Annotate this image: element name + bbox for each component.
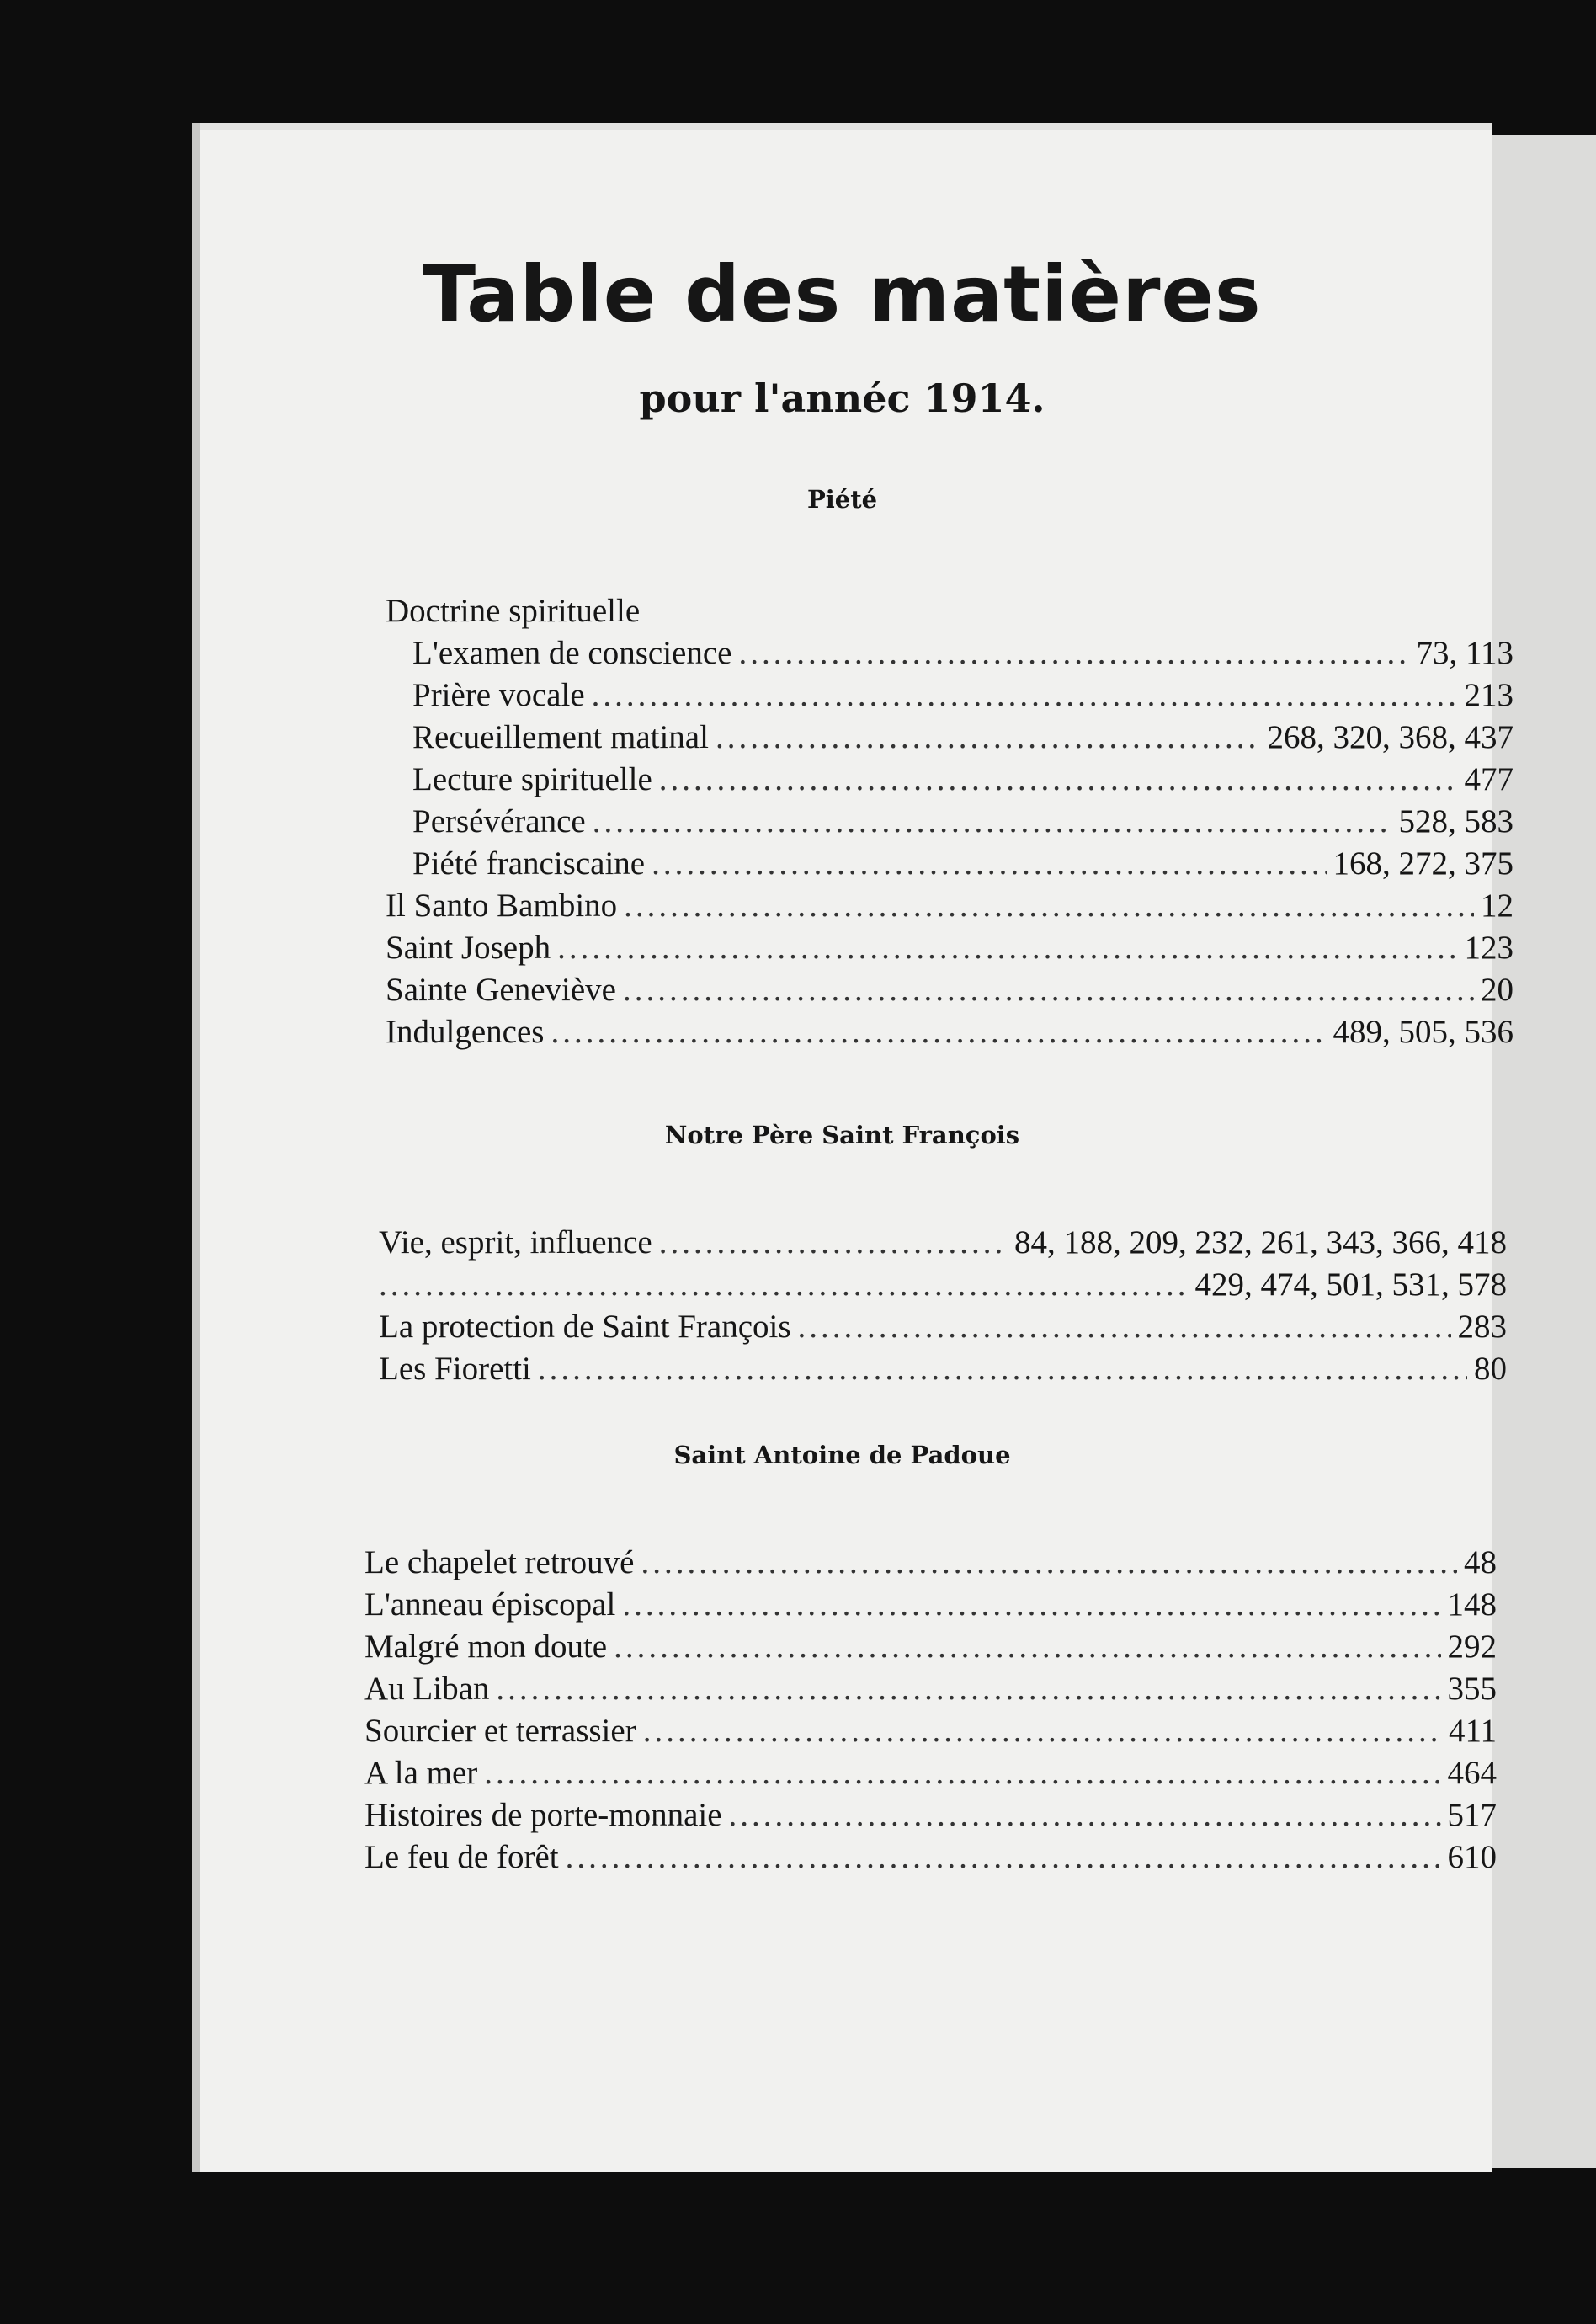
dot-leader xyxy=(538,1348,1467,1390)
toc-entry-pages: 464 xyxy=(1447,1755,1497,1791)
toc-entry-pages: 12 xyxy=(1481,887,1514,924)
toc-entry xyxy=(386,927,1514,969)
dot-leader xyxy=(716,717,1261,759)
page-title: Table des matières xyxy=(423,249,1262,339)
toc-entry xyxy=(386,759,1514,801)
toc-entry-pages: 80 xyxy=(1474,1351,1507,1387)
toc-entry-label: Sainte Geneviève xyxy=(386,972,616,1008)
toc-entry-pages: 517 xyxy=(1447,1797,1497,1833)
toc-entry xyxy=(364,1710,1497,1752)
dot-leader xyxy=(484,1752,1440,1794)
toc-entry-label: La protection de Saint François xyxy=(379,1309,791,1345)
toc-entry xyxy=(386,590,1514,632)
toc-entry xyxy=(386,674,1514,717)
toc-entry-pages: 168, 272, 375 xyxy=(1333,845,1514,882)
toc-entry xyxy=(364,1668,1497,1710)
toc-entry-label: A la mer xyxy=(364,1755,478,1791)
toc-entry-label: Le chapelet retrouvé xyxy=(364,1544,635,1580)
toc-entry-label: Malgré mon doute xyxy=(364,1628,608,1665)
dot-leader xyxy=(551,1011,1326,1053)
dot-leader xyxy=(623,969,1474,1011)
toc-entry-label: Persévérance xyxy=(412,803,586,840)
section-heading-piete: Piété xyxy=(806,485,878,514)
dot-leader xyxy=(739,632,1410,674)
toc-entry xyxy=(364,1626,1497,1668)
toc-entry xyxy=(386,632,1514,674)
toc-entry-label: Doctrine spirituelle xyxy=(386,593,641,629)
page-subtitle: pour l'annéc 1914. xyxy=(639,376,1045,421)
toc-entry xyxy=(386,843,1514,885)
dot-leader xyxy=(643,1710,1442,1752)
toc-entry-label: L'examen de conscience xyxy=(412,635,732,671)
toc-entry-label: Indulgences xyxy=(386,1014,545,1050)
toc-entry-pages: 20 xyxy=(1481,972,1514,1008)
toc-entry-label: Vie, esprit, influence xyxy=(379,1224,652,1261)
toc-entry xyxy=(379,1306,1507,1348)
dot-leader xyxy=(652,843,1326,885)
toc-entry-pages: 213 xyxy=(1464,677,1514,713)
toc-entry-pages: 292 xyxy=(1447,1628,1497,1665)
toc-entry xyxy=(364,1836,1497,1879)
toc-entry-pages: 268, 320, 368, 437 xyxy=(1267,719,1514,755)
toc-entry-pages: 528, 583 xyxy=(1398,803,1514,840)
toc-list-piete xyxy=(386,590,1514,1053)
dot-leader xyxy=(593,801,1392,843)
toc-entry-pages: 477 xyxy=(1464,761,1514,797)
adjacent-page xyxy=(1492,135,1596,2168)
toc-entry-pages: 84, 188, 209, 232, 261, 343, 366, 418 xyxy=(1014,1224,1507,1261)
toc-entry xyxy=(379,1348,1507,1390)
dot-leader xyxy=(729,1794,1441,1836)
toc-entry-label: Lecture spirituelle xyxy=(412,761,652,797)
toc-entry-label: Histoires de porte-monnaie xyxy=(364,1797,722,1833)
toc-entry xyxy=(379,1222,1507,1264)
toc-entry xyxy=(386,969,1514,1011)
dot-leader xyxy=(659,1222,1008,1264)
section-heading-saint-francois: Notre Père Saint François xyxy=(664,1121,1020,1149)
section-heading-saint-antoine: Saint Antoine de Padoue xyxy=(673,1441,1011,1469)
toc-entry-label: Les Fioretti xyxy=(379,1351,531,1387)
dot-leader xyxy=(592,674,1458,717)
toc-list-saint-francois xyxy=(379,1222,1507,1390)
toc-entry-pages: 355 xyxy=(1447,1671,1497,1707)
toc-entry xyxy=(386,885,1514,927)
toc-entry xyxy=(364,1752,1497,1794)
dot-leader xyxy=(496,1668,1440,1710)
toc-entry-pages: 123 xyxy=(1464,930,1514,966)
toc-entry xyxy=(386,1011,1514,1053)
toc-entry xyxy=(386,717,1514,759)
toc-list-saint-antoine xyxy=(364,1542,1497,1879)
toc-entry-pages: 489, 505, 536 xyxy=(1333,1014,1514,1050)
dot-leader xyxy=(566,1836,1441,1879)
dot-leader xyxy=(641,1542,1457,1584)
toc-entry-label: L'anneau épiscopal xyxy=(364,1586,616,1623)
toc-entry-pages: 148 xyxy=(1447,1586,1497,1623)
dot-leader xyxy=(798,1306,1451,1348)
toc-entry xyxy=(364,1584,1497,1626)
page-content xyxy=(192,123,1514,2172)
toc-entry-label: Il Santo Bambino xyxy=(386,887,618,924)
toc-entry-label: Sourcier et terrassier xyxy=(364,1713,636,1749)
toc-entry-pages: 411 xyxy=(1448,1713,1497,1749)
dot-leader xyxy=(614,1626,1440,1668)
toc-entry-pages: 429, 474, 501, 531, 578 xyxy=(1194,1266,1507,1303)
book-page xyxy=(192,123,1514,2172)
toc-entry-pages: 48 xyxy=(1464,1544,1497,1580)
toc-entry-label: Prière vocale xyxy=(412,677,585,713)
toc-entry xyxy=(386,801,1514,843)
toc-entry-label: Le feu de forêt xyxy=(364,1839,559,1875)
toc-entry-label: Au Liban xyxy=(364,1671,490,1707)
toc-entry-continuation xyxy=(379,1264,1507,1306)
toc-entry xyxy=(364,1794,1497,1836)
toc-entry-pages: 610 xyxy=(1447,1839,1497,1875)
dot-leader xyxy=(659,759,1458,801)
toc-entry-label: Piété franciscaine xyxy=(412,845,646,882)
dot-leader xyxy=(557,927,1457,969)
dot-leader xyxy=(379,1264,1189,1306)
dot-leader xyxy=(624,885,1474,927)
toc-entry-label: Recueillement matinal xyxy=(412,719,709,755)
toc-entry xyxy=(364,1542,1497,1584)
toc-entry-label: Saint Joseph xyxy=(386,930,551,966)
toc-entry-pages: 73, 113 xyxy=(1416,635,1514,671)
toc-entry-pages: 283 xyxy=(1457,1309,1507,1345)
dot-leader xyxy=(622,1584,1440,1626)
